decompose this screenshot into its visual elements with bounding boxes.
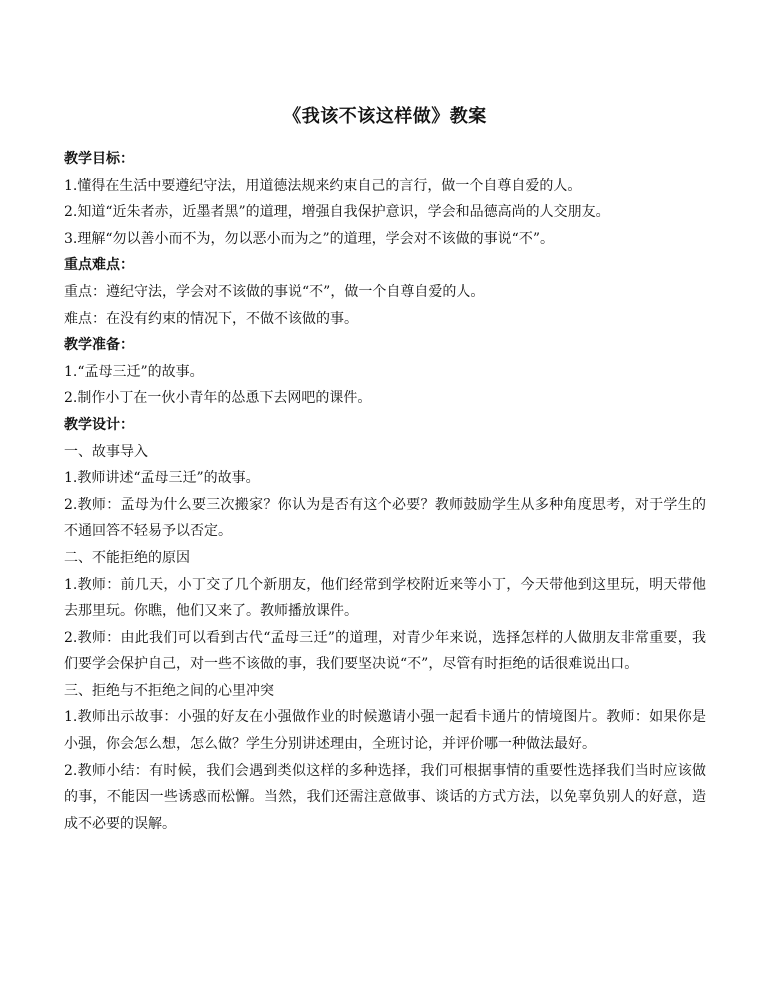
paragraph: 1.教师讲述“孟母三迁”的故事。 xyxy=(64,470,260,487)
section-preparation xyxy=(64,332,706,412)
section-key-points xyxy=(64,252,706,332)
paragraph: 1.教师出示故事：小强的好友在小强做作业的时候邀请小强一起看卡通片的情境图片。教师：如果你是小强，你会怎么想，怎么做？学生分别讲述理由，全班讨论，并评价哪一种做法最好。 xyxy=(64,709,706,753)
paragraph: 难点：在没有约束的情况下，不做不该做的事。 xyxy=(64,310,358,327)
paragraph: 2.制作小丁在一伙小青年的怂恿下去网吧的课件。 xyxy=(64,390,372,407)
paragraph: 三、拒绝与不拒绝之间的心里冲突 xyxy=(64,682,274,699)
section-teaching-design xyxy=(64,412,706,838)
document-title: 《我该不该这样做》教案 xyxy=(283,106,487,127)
paragraph: 3.理解“勿以善小而不为，勿以恶小而为之”的道理，学会对不该做的事说“不”。 xyxy=(64,230,554,247)
section-heading: 教学准备： xyxy=(64,337,134,354)
paragraph: 一、故事导入 xyxy=(64,443,148,460)
paragraph: 1.“孟母三迁”的故事。 xyxy=(64,363,204,380)
section-heading: 教学目标： xyxy=(64,151,134,167)
paragraph: 2.教师：由此我们可以看到古代“孟母三迁”的道理，对青少年来说，选择怎样的人做朋友非常重要，我们要学会保护自己，对一些不该做的事，我们要坚决说“不”，尽管有时拒绝的话很难说出口。 xyxy=(64,629,706,673)
paragraph: 2.知道“近朱者赤，近墨者黑”的道理，增强自我保护意识，学会和品德高尚的人交朋友。 xyxy=(64,204,610,221)
paragraph: 2.教师：孟母为什么要三次搬家？你认为是否有这个必要？教师鼓励学生从多种角度思考，对于学生的不通回答不轻易予以否定。 xyxy=(64,496,706,540)
paragraph: 1.懂得在生活中要遵纪守法，用道德法规来约束自己的言行，做一个自尊自爱的人。 xyxy=(64,177,582,194)
paragraph: 2.教师小结：有时候，我们会遇到类似这样的多种选择，我们可根据事情的重要性选择我们当时应该做的事，不能因一些诱惑而松懈。当然，我们还需注意做事、谈话的方式方法，以免辜负别人的好意，造成不必要的误解。 xyxy=(64,762,706,832)
section-heading: 教学设计： xyxy=(64,416,134,433)
section-teaching-goals xyxy=(64,146,706,252)
paragraph: 重点：遵纪守法，学会对不该做的事说“不”，做一个自尊自爱的人。 xyxy=(64,283,485,300)
section-heading: 重点难点： xyxy=(64,257,134,274)
paragraph: 1.教师：前几天，小丁交了几个新朋友，他们经常到学校附近来等小丁，今天带他到这里玩，明天带他去那里玩。你瞧，他们又来了。教师播放课件。 xyxy=(64,576,706,620)
paragraph: 二、不能拒绝的原因 xyxy=(64,549,190,566)
